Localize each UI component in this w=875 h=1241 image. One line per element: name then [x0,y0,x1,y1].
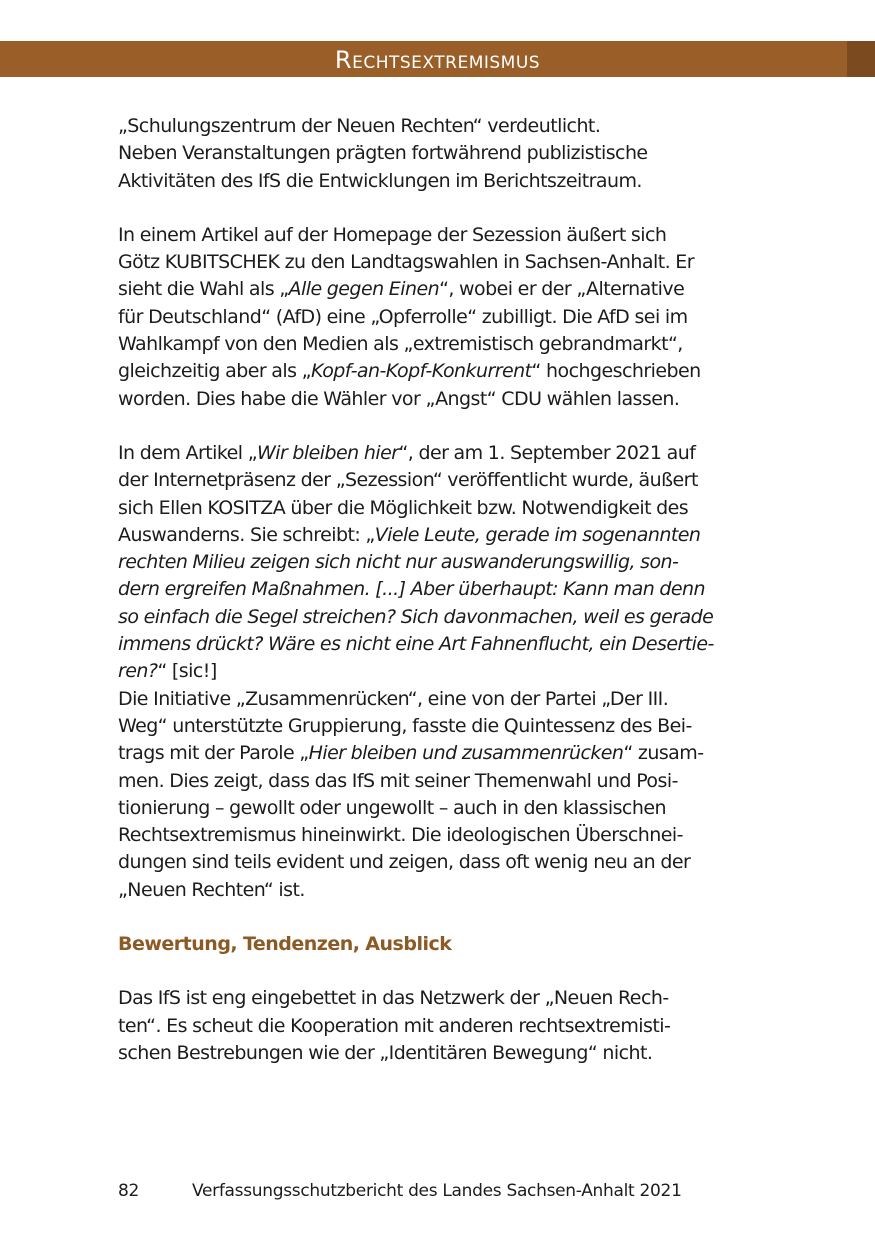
text-line: Neben Veranstaltungen prägten fortwährend publizistische [118,142,648,165]
text-line: men. Dies zeigt, dass das IfS mit seiner Themenwahl und Posi- [118,769,678,792]
text-line: Götz KUBITSCHEK zu den Landtagswahlen in Sachsen-Anhalt. Er [118,251,694,274]
text-line: sich Ellen KOSITZA über die Möglichkeit bzw. Notwendigkeit des [118,496,689,519]
main-text [118,113,768,1067]
text-line: Wahlkampf von den Medien als „extremistisch gebrandmarkt“, [118,333,683,356]
quote-italic: Alle gegen Einen [288,278,440,301]
text-line: ten“. Es scheut die Kooperation mit anderen rechtsextremisti- [118,1014,671,1037]
text-line: Die Initiative „Zusammenrücken“, eine von der Partei „Der III. [118,687,669,710]
text-line: „Neuen Rechten“ ist. [118,878,305,901]
paragraph-4 [118,985,768,1067]
text-line: für Deutschland“ (AfD) eine „Opferrolle“ zubilligt. Die AfD sei im [118,305,688,328]
quote-italic: Hier bleiben und zusammenrücken [308,742,624,765]
publication-title: Verfassungsschutzbericht des Landes Sachsen-Anhalt 2021 [192,1181,682,1201]
quote-italic: Kopf-an-Kopf-Konkurrent [310,360,532,383]
text-line: „Schulungszentrum der Neuen Rechten“ verdeutlicht. [118,115,601,137]
text-line: In dem Artikel „Wir bleiben hier“, der am 1. September 2021 auf [118,441,696,464]
quote-italic-line: dern ergreifen Maßnahmen. [...] Aber überhaupt: Kann man denn [118,578,706,601]
paragraph-2 [118,222,768,413]
page-number: 82 [118,1181,140,1201]
text-line: worden. Dies habe die Wähler vor „Angst“ CDU wählen lassen. [118,387,680,410]
quote-italic: Wir bleiben hier [257,441,399,464]
text-line: trags mit der Parole „Hier bleiben und zusammenrücken“ zusam- [118,742,704,765]
text-line: Auswanderns. Sie schreibt: „Viele Leute, gerade im sogenannten [118,523,701,546]
text-line: Rechtsextremismus hineinwirkt. Die ideologischen Überschnei- [118,824,683,847]
paragraph-1 [118,113,768,195]
text-line: schen Bestrebungen wie der „Identitären Bewegung“ nicht. [118,1041,653,1064]
text-line: der Internetpräsenz der „Sezession“ veröffentlicht wurde, äußert [118,469,698,492]
quote-italic: Viele Leute, gerade im sogenannten [374,523,701,546]
chapter-title: Rechtsextremismus [334,46,541,74]
section-heading: Bewertung, Tendenzen, Ausblick [118,933,452,956]
text-line: sieht die Wahl als „Alle gegen Einen“, wobei er der „Alternative [118,278,685,301]
text-line: Aktivitäten des IfS die Entwicklungen im Berichtszeitraum. [118,169,642,192]
text-line: dungen sind teils evident und zeigen, dass oft wenig neu an der [118,851,691,874]
text-line: gleichzeitig aber als „Kopf-an-Kopf-Konkurrent“ hochgeschrieben [118,360,701,383]
text-line: ren?“ [sic!] [118,660,217,683]
paragraph-3 [118,440,768,904]
text-line: In einem Artikel auf der Homepage der Sezession äußert sich [118,223,667,246]
quote-italic-line: so einfach die Segel streichen? Sich davonmachen, weil es gerade [118,605,714,628]
text-line: tionierung – gewollt oder ungewollt – auch in den klassischen [118,796,666,819]
quote-italic-line: immens drückt? Wäre es nicht eine Art Fahnenflucht, ein Desertie- [118,633,714,656]
text-line: Das IfS ist eng eingebettet in das Netzwerk der „Neuen Rech- [118,987,669,1010]
quote-italic-line: rechten Milieu zeigen sich nicht nur auswanderungswillig, son- [118,551,679,574]
quote-italic: ren? [118,660,158,683]
text-line: Weg“ unterstützte Gruppierung, fasste die Quintessenz des Bei- [118,714,692,737]
